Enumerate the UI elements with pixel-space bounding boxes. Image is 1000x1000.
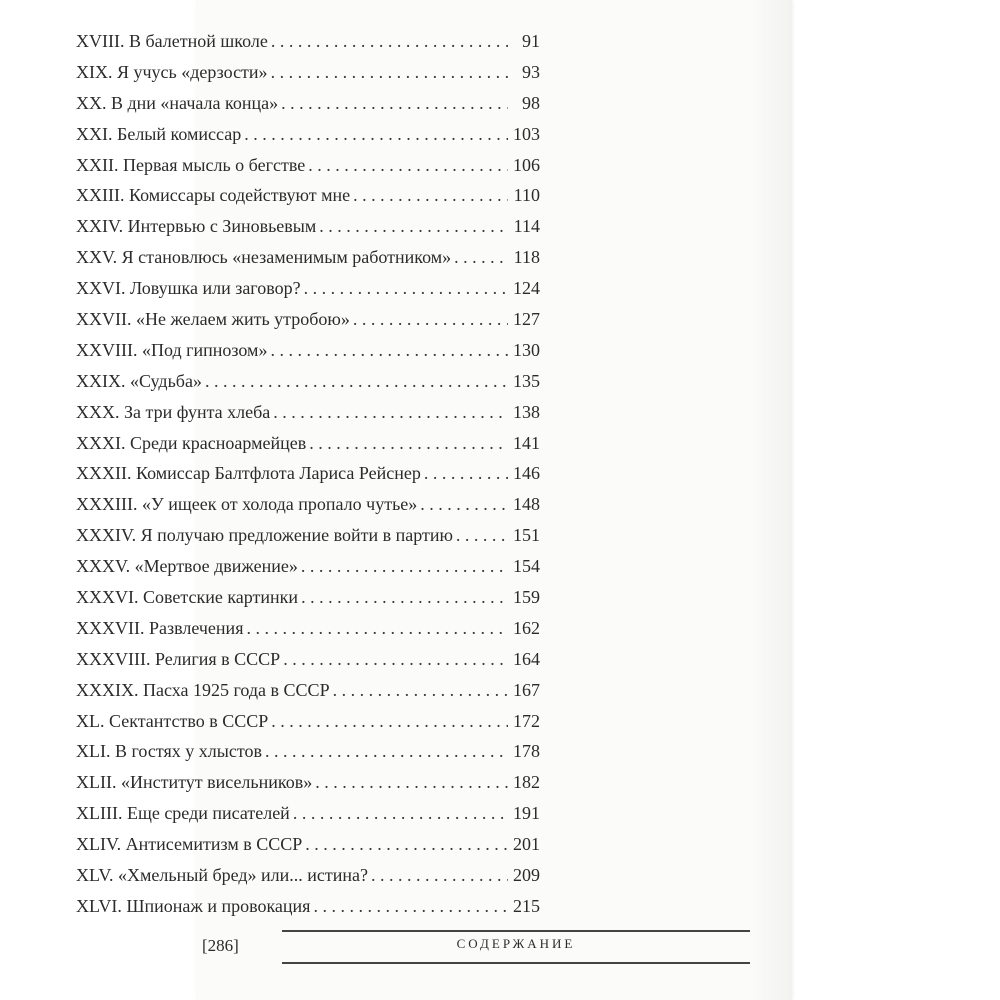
toc-entry-title: XXVII. «Не желаем жить утробою» <box>76 309 350 330</box>
toc-entry-page-number: 201 <box>513 834 540 855</box>
toc-entry-title: XLII. «Институт висельников» <box>76 772 313 793</box>
toc-entry-title: XLVI. Шпионаж и провокация <box>76 895 311 916</box>
toc-entry-page-number: 93 <box>522 61 540 82</box>
toc-entry-title: XXIII. Комиссары содействуют мне <box>76 185 351 206</box>
toc-entry <box>76 150 540 181</box>
toc-dot-leader <box>271 26 508 57</box>
toc-dot-leader <box>315 767 508 798</box>
toc-dot-leader <box>244 119 508 150</box>
toc-entry <box>76 458 540 489</box>
toc-dot-leader <box>293 798 508 829</box>
toc-entry <box>76 706 540 737</box>
toc-entry-page-number: 135 <box>513 370 540 391</box>
toc-entry-page-number: 164 <box>513 648 540 669</box>
toc-entry-title: XXXIV. Я получаю предложение войти в партию <box>76 525 453 546</box>
toc-entry-title: XXXV. «Мертвое движение» <box>76 556 298 577</box>
toc-dot-leader <box>301 582 508 613</box>
toc-entry-title: XXX. За три фунта хлеба <box>76 401 271 422</box>
toc-entry-page-number: 215 <box>513 895 540 916</box>
toc-entry <box>76 304 540 335</box>
toc-entry-title: XVIII. В балетной школе <box>76 31 268 51</box>
toc-entry-title: XXXII. Комиссар Балтфлота Лариса Рейснер <box>76 463 421 484</box>
toc-entry-title: XXXVIII. Религия в СССР <box>76 648 281 669</box>
toc-entry <box>76 57 540 88</box>
toc-dot-leader <box>456 520 508 551</box>
toc-entry-page-number: 98 <box>522 92 540 113</box>
toc-dot-leader <box>371 860 508 891</box>
toc-entry <box>76 428 540 459</box>
toc-dot-leader <box>270 335 508 366</box>
toc-entry-title: XLIII. Еще среди писателей <box>76 803 290 824</box>
toc-entry-page-number: 141 <box>513 432 540 453</box>
toc-entry-page-number: 172 <box>513 710 540 731</box>
toc-entry <box>76 489 540 520</box>
toc-entry <box>76 582 540 613</box>
toc-entry-title: XXXVI. Советские картинки <box>76 587 299 608</box>
toc-entry-page-number: 91 <box>522 31 540 51</box>
toc-entry <box>76 366 540 397</box>
toc-dot-leader <box>271 706 508 737</box>
toc-dot-leader <box>265 736 508 767</box>
toc-entry-title: XXV. Я становлюсь «незаменимым работником» <box>76 247 452 268</box>
toc-dot-leader <box>353 180 508 211</box>
toc-entry <box>76 88 540 119</box>
footer-rule-top <box>282 930 750 932</box>
toc-dot-leader <box>313 891 508 922</box>
toc-dot-leader <box>271 57 508 88</box>
toc-entry-page-number: 167 <box>513 679 540 700</box>
toc-entry-page-number: 178 <box>513 741 540 762</box>
toc-entry-title: XXXIX. Пасха 1925 года в СССР <box>76 679 330 700</box>
toc-entry <box>76 613 540 644</box>
toc-dot-leader <box>308 150 508 181</box>
toc-entry-page-number: 114 <box>513 216 540 237</box>
toc-entry <box>76 211 540 242</box>
toc-dot-leader <box>424 458 508 489</box>
toc-dot-leader <box>301 551 508 582</box>
toc-entry <box>76 180 540 211</box>
toc-entry-page-number: 162 <box>513 617 540 638</box>
toc-dot-leader <box>454 242 508 273</box>
table-of-contents <box>76 26 540 922</box>
toc-dot-leader <box>353 304 508 335</box>
toc-entry-title: XL. Сектантство в СССР <box>76 710 269 731</box>
toc-entry-title: XX. В дни «начала конца» <box>76 92 279 113</box>
toc-entry-page-number: 106 <box>513 154 540 175</box>
toc-entry <box>76 736 540 767</box>
toc-entry <box>76 273 540 304</box>
toc-entry <box>76 798 540 829</box>
toc-entry-page-number: 118 <box>513 247 540 268</box>
toc-dot-leader <box>319 211 508 242</box>
toc-entry <box>76 242 540 273</box>
toc-entry-page-number: 138 <box>513 401 540 422</box>
toc-dot-leader <box>333 675 508 706</box>
toc-dot-leader <box>305 829 508 860</box>
toc-dot-leader <box>420 489 508 520</box>
toc-entry <box>76 860 540 891</box>
toc-entry-page-number: 151 <box>513 525 540 546</box>
toc-entry-page-number: 127 <box>513 309 540 330</box>
toc-entry-title: XXIV. Интервью с Зиновьевым <box>76 216 317 237</box>
toc-entry <box>76 119 540 150</box>
toc-entry <box>76 551 540 582</box>
toc-entry-title: XXII. Первая мысль о бегстве <box>76 154 306 175</box>
toc-entry-title: XXVIII. «Под гипнозом» <box>76 339 268 360</box>
toc-entry-title: XIX. Я учусь «дерзости» <box>76 61 268 82</box>
toc-dot-leader <box>205 366 508 397</box>
toc-entry-title: XXXIII. «У ищеек от холода пропало чутье» <box>76 494 418 515</box>
toc-entry <box>76 644 540 675</box>
toc-entry-title: XXI. Белый комиссар <box>76 123 242 144</box>
toc-entry-title: XXVI. Ловушка или заговор? <box>76 278 301 299</box>
toc-entry-page-number: 191 <box>513 803 540 824</box>
toc-entry-title: XXXI. Среди красноармейцев <box>76 432 307 453</box>
toc-entry-page-number: 159 <box>513 587 540 608</box>
toc-entry <box>76 26 540 57</box>
toc-entry-page-number: 124 <box>513 278 540 299</box>
toc-entry-title: XXXVII. Развлечения <box>76 617 244 638</box>
toc-entry <box>76 520 540 551</box>
toc-dot-leader <box>246 613 508 644</box>
toc-entry <box>76 767 540 798</box>
toc-entry <box>76 397 540 428</box>
toc-entry-title: XXIX. «Судьба» <box>76 370 202 391</box>
toc-entry <box>76 891 540 922</box>
toc-entry <box>76 335 540 366</box>
toc-dot-leader <box>283 644 508 675</box>
toc-entry <box>76 829 540 860</box>
toc-entry-page-number: 110 <box>513 185 540 206</box>
running-footer-title: СОДЕРЖАНИЕ <box>456 936 576 951</box>
toc-entry-page-number: 209 <box>513 865 540 886</box>
toc-entry-title: XLI. В гостях у хлыстов <box>76 741 262 762</box>
toc-entry-page-number: 182 <box>513 772 540 793</box>
toc-entry-page-number: 103 <box>513 123 540 144</box>
toc-entry-title: XLV. «Хмельный бред» или... истина? <box>76 865 368 886</box>
page-number: [286] <box>202 936 239 955</box>
toc-dot-leader <box>281 88 508 119</box>
toc-entry-page-number: 154 <box>513 556 540 577</box>
toc-entry <box>76 675 540 706</box>
toc-entry-page-number: 146 <box>513 463 540 484</box>
toc-dot-leader <box>309 428 508 459</box>
toc-dot-leader <box>273 397 508 428</box>
footer-rule-bottom <box>282 962 750 964</box>
toc-entry-title: XLIV. Антисемитизм в СССР <box>76 834 303 855</box>
toc-entry-page-number: 130 <box>513 339 540 360</box>
toc-entry-page-number: 148 <box>513 494 540 515</box>
toc-dot-leader <box>304 273 508 304</box>
